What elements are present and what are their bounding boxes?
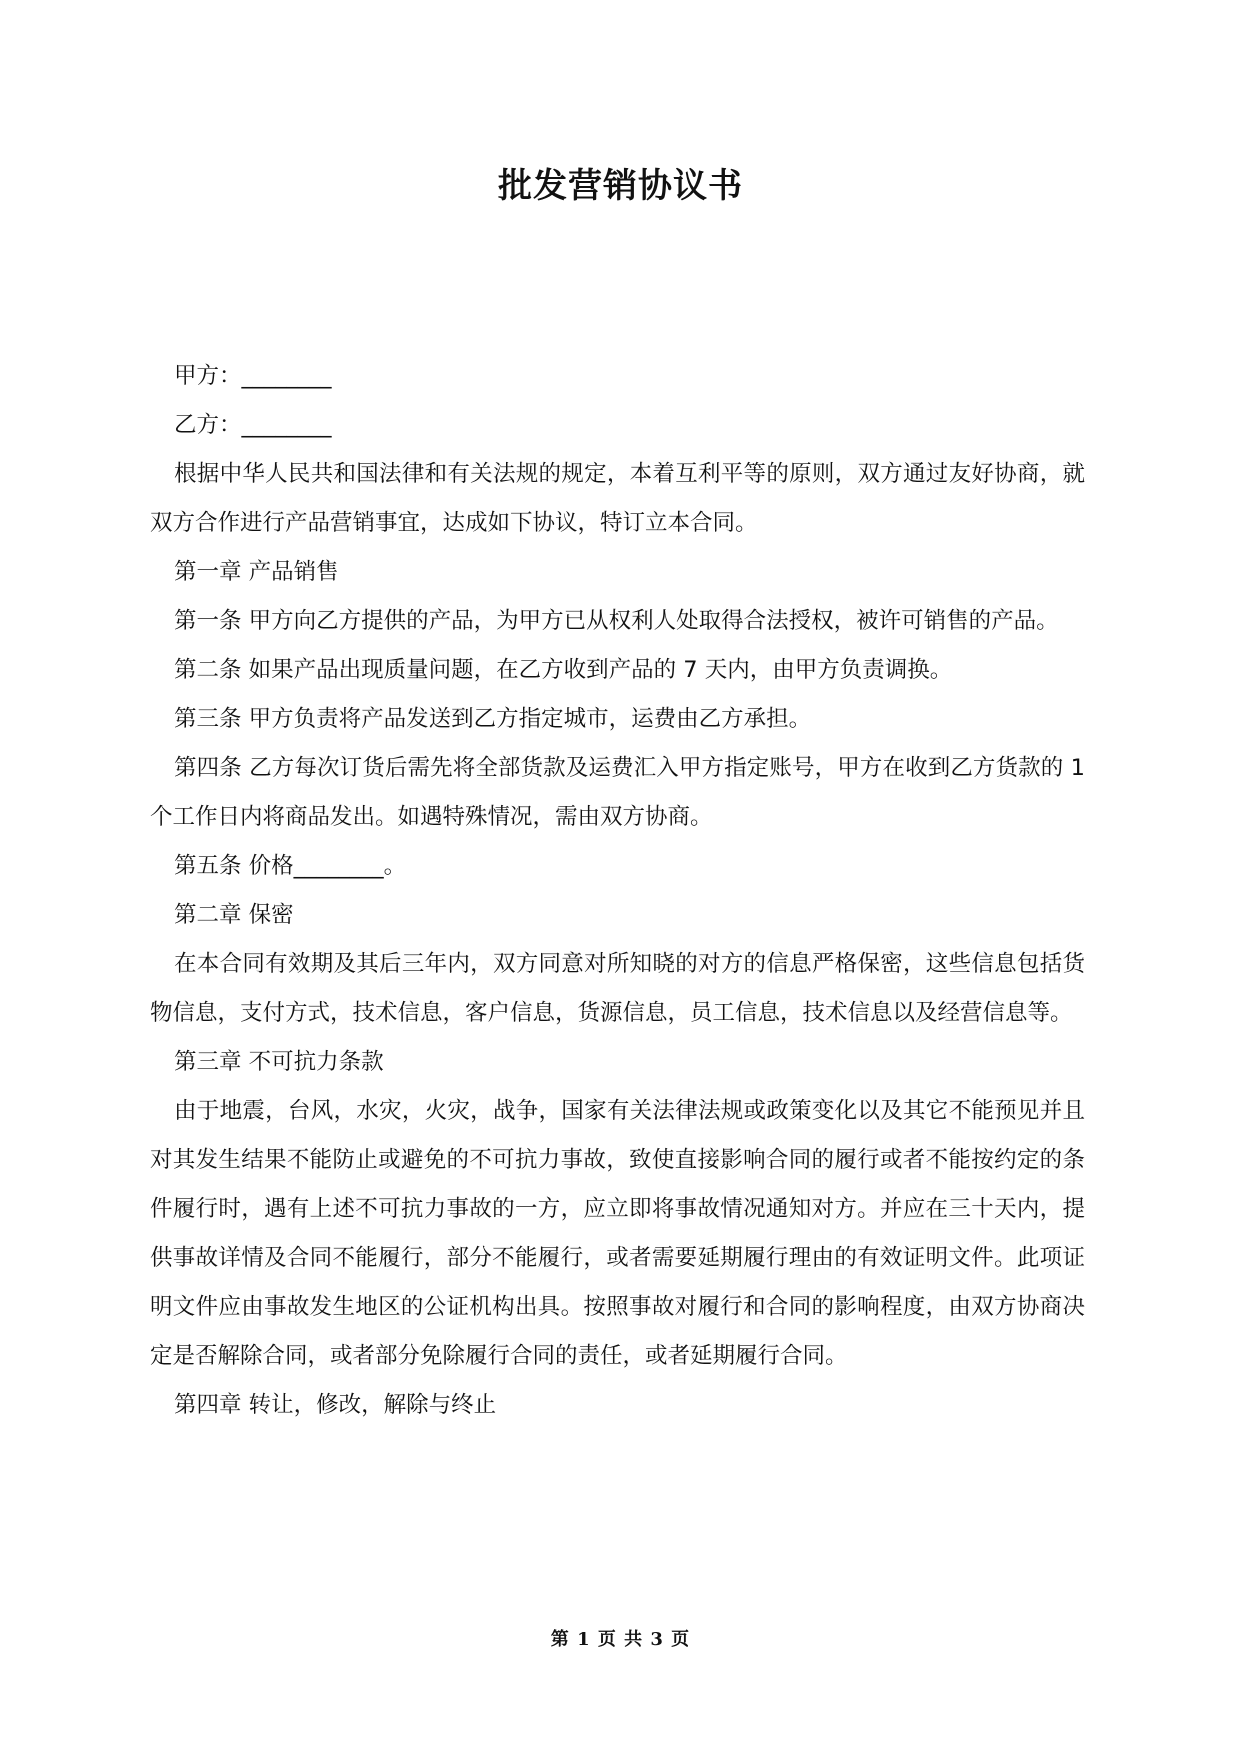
confidentiality-paragraph: 在本合同有效期及其后三年内，双方同意对所知晓的对方的信息严格保密，这些信息包括货物信息，支付方式，技术信息，客户信息，货源信息，员工信息，技术信息以及经营信息等。 bbox=[150, 951, 1085, 1026]
document-title: 批发营销协议书 bbox=[498, 166, 743, 206]
article-1: 第一条 甲方向乙方提供的产品，为甲方已从权利人处取得合法授权，被许可销售的产品。 bbox=[174, 608, 1059, 634]
article-5: 第五条 价格________。 bbox=[174, 853, 407, 879]
article-2: 第二条 如果产品出现质量问题，在乙方收到产品的 7 天内，由甲方负责调换。 bbox=[174, 657, 953, 683]
page-number-footer: 第 1 页 共 3 页 bbox=[550, 1629, 691, 1650]
party-a-line: 甲方：________ bbox=[174, 363, 332, 389]
chapter-4-heading: 第四章 转让，修改，解除与终止 bbox=[174, 1392, 497, 1418]
document-body bbox=[150, 352, 1085, 1430]
party-b-line: 乙方：________ bbox=[174, 412, 332, 438]
chapter-3-heading: 第三章 不可抗力条款 bbox=[174, 1049, 384, 1075]
force-majeure-paragraph: 由于地震，台风，水灾，火灾，战争，国家有关法律法规或政策变化以及其它不能预见并且对其发生结果不能防止或避免的不可抗力事故，致使直接影响合同的履行或者不能按约定的条件履行时，遇有上述不可抗力事故的一方，应立即将事故情况通知对方。并应在三十天内，提供事故详情及合同不能履行，部分不能履行，或者需要延期履行理由的有效证明文件。此项证明文件应由事故发生地区的公证机构出具。按照事故对履行和合同的影响程度，由双方协商决定是否解除合同，或者部分免除履行合同的责任，或者延期履行合同。 bbox=[150, 1098, 1085, 1369]
article-3: 第三条 甲方负责将产品发送到乙方指定城市，运费由乙方承担。 bbox=[174, 706, 812, 732]
preamble-paragraph: 根据中华人民共和国法律和有关法规的规定，本着互利平等的原则，双方通过友好协商，就双方合作进行产品营销事宜，达成如下协议，特订立本合同。 bbox=[150, 461, 1085, 536]
chapter-2-heading: 第二章 保密 bbox=[174, 902, 294, 928]
article-4: 第四条 乙方每次订货后需先将全部货款及运费汇入甲方指定账号，甲方在收到乙方货款的 1 个工作日内将商品发出。如遇特殊情况，需由双方协商。 bbox=[150, 755, 1085, 830]
chapter-1-heading: 第一章 产品销售 bbox=[174, 559, 339, 585]
